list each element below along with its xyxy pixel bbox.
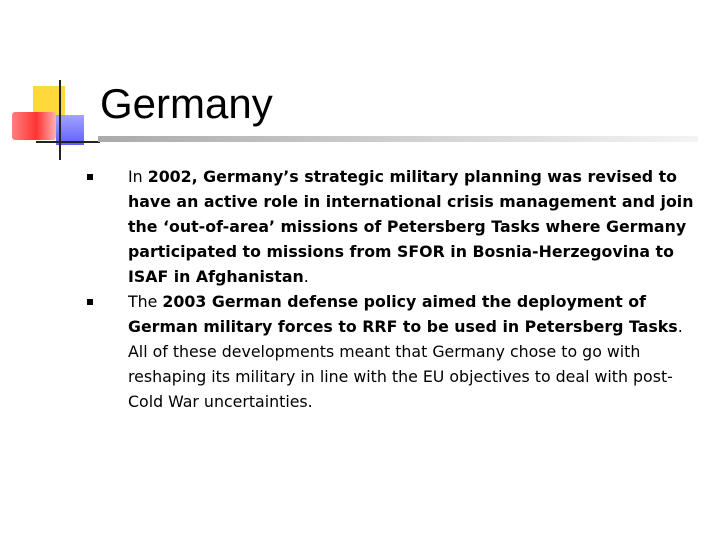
bullet-item bbox=[84, 164, 694, 289]
red-square-shape bbox=[12, 112, 56, 140]
text-run: . All of these developments meant that Germany chose to go with reshaping its military in line with the EU objectives to deal with post-Cold War uncertainties. bbox=[128, 317, 683, 411]
title-underline bbox=[98, 136, 698, 142]
horizontal-line-shape bbox=[36, 141, 100, 143]
text-run: In bbox=[128, 167, 148, 186]
decorative-logo bbox=[0, 0, 100, 170]
bullet-text bbox=[128, 292, 683, 411]
bullet-text bbox=[128, 167, 693, 286]
square-bullet-icon bbox=[87, 299, 93, 305]
text-run: The bbox=[128, 292, 163, 311]
vertical-line-shape bbox=[59, 80, 61, 160]
slide-title: Germany bbox=[100, 80, 273, 127]
text-run: . bbox=[303, 267, 309, 286]
square-bullet-icon bbox=[87, 174, 93, 180]
bold-text-run: 2003 German defense policy aimed the deployment of German military forces to RRF to be used in Petersberg Tasks bbox=[128, 292, 678, 336]
bullet-list bbox=[84, 164, 694, 414]
bold-text-run: 2002, Germany’s strategic military planning was revised to have an active role in international crisis management and join the ‘out-of-area’ missions of Petersberg Tasks where Germany participated to missions from SFOR in Bosnia-Herzegovina to ISAF in Afghanistan bbox=[128, 167, 694, 286]
bullet-item bbox=[84, 289, 694, 414]
